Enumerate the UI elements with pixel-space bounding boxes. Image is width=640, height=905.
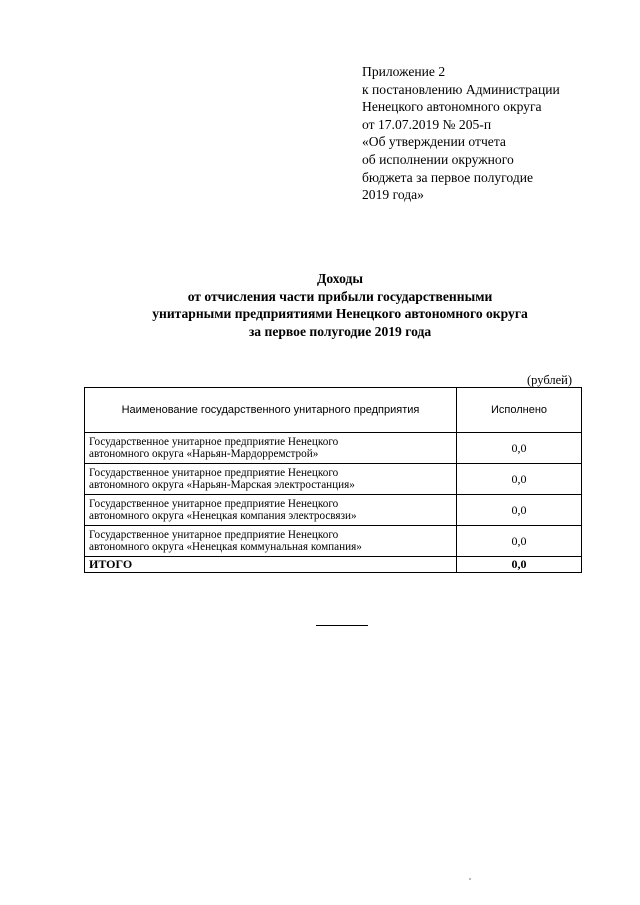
appendix-line: Ненецкого автономного округа [362,99,542,115]
executed-value: 0,0 [457,464,582,495]
title-line: унитарными предприятиями Ненецкого автономного округа [152,306,528,321]
document-title [60,270,620,340]
enterprise-name-line: Государственное унитарное предприятие Ненецкого [89,466,339,479]
total-label: ИТОГО [85,557,457,573]
appendix-reference [362,63,622,204]
scan-speck [469,878,471,880]
appendix-line: «Об утверждении отчета [362,134,506,150]
enterprise-name-line: Государственное унитарное предприятие Ненецкого [89,435,339,448]
table-row [85,495,582,526]
table-row [85,464,582,495]
enterprise-name-line: автономного округа «Ненецкая коммунальная компания» [89,541,362,553]
unit-label: (рублей) [527,373,573,387]
table-row [85,433,582,464]
title-line: за первое полугодие 2019 года [248,323,432,339]
executed-value: 0,0 [457,526,582,557]
enterprise-name [85,495,457,526]
executed-value: 0,0 [457,433,582,464]
enterprise-name [85,464,457,495]
appendix-line: бюджета за первое полугодие [362,169,534,185]
enterprise-name-line: Государственное унитарное предприятие Ненецкого [89,528,339,541]
end-of-document-divider [316,625,368,626]
enterprise-name [85,433,457,464]
enterprise-name [85,526,457,557]
table-row [85,526,582,557]
title-line: от отчисления части прибыли государственными [187,288,493,304]
enterprise-name-line: автономного округа «Нарьян-Марская электростанция» [89,479,355,491]
executed-value: 0,0 [457,495,582,526]
enterprise-name-line: автономного округа «Ненецкая компания электросвязи» [89,510,357,522]
total-value: 0,0 [457,557,582,573]
title-line: Доходы [317,271,363,286]
appendix-line: об исполнении окружного [362,151,514,167]
enterprise-name-line: Государственное унитарное предприятие Ненецкого [89,497,339,510]
appendix-line: Приложение 2 [362,64,446,79]
appendix-line: 2019 года» [362,187,424,203]
total-row [85,557,582,573]
column-header-name: Наименование государственного унитарного предприятия [85,388,457,433]
column-header-executed: Исполнено [457,388,582,433]
appendix-line: к постановлению Администрации [362,81,560,97]
table-header-row [85,388,582,433]
income-table [84,387,582,573]
enterprise-name-line: автономного округа «Нарьян-Мардорремстрой» [89,448,319,460]
appendix-line: от 17.07.2019 № 205-п [362,116,492,132]
